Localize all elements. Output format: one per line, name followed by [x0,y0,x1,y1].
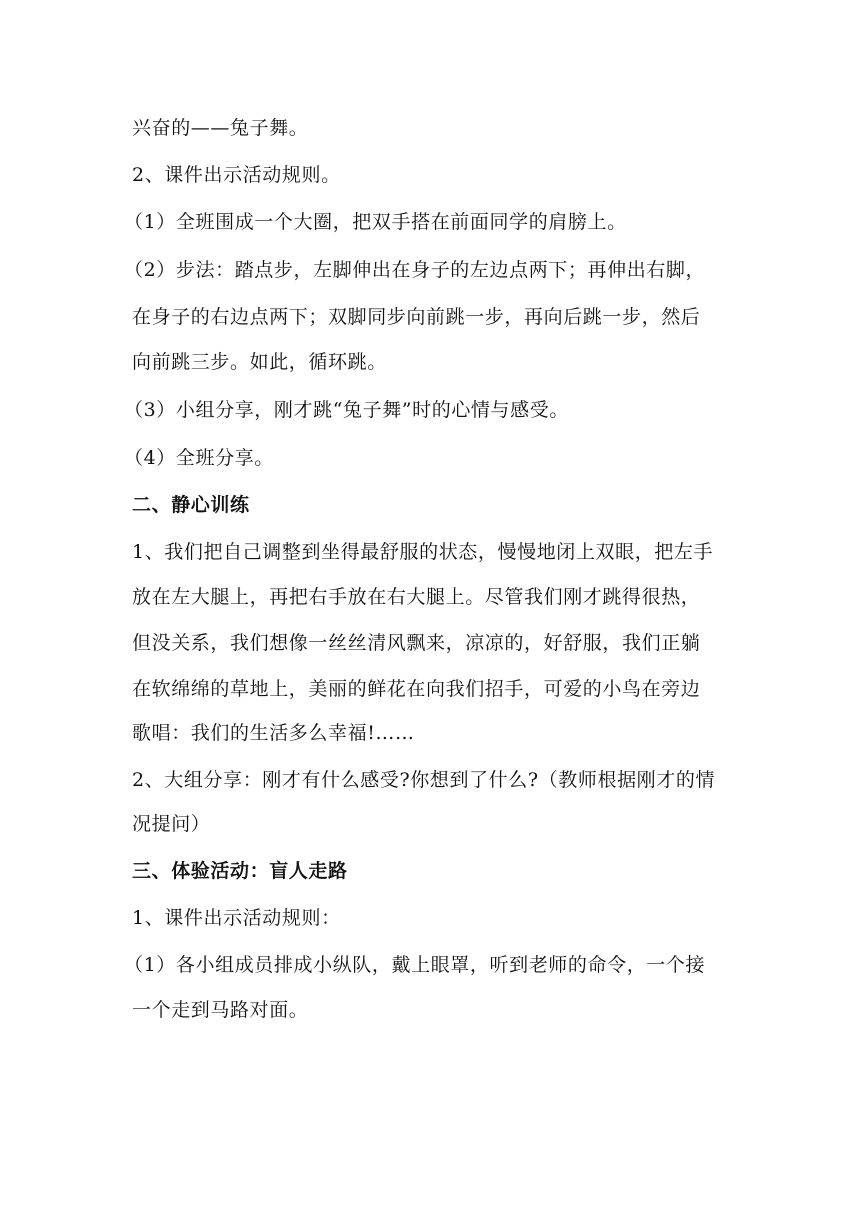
paragraph-line: 况提问） [132,813,211,835]
list-item: （2）步法：踏点步，左脚伸出在身子的左边点两下；再伸出右脚， [124,259,706,281]
paragraph-line: 2、大组分享：刚才有什么感受?你想到了什么?（教师根据刚才的情 [132,769,716,791]
paragraph-line: 但没关系，我们想像一丝丝清风飘来，凉凉的，好舒服，我们正躺 [132,632,701,654]
paragraph-line: 向前跳三步。如此，循环跳。 [132,351,387,373]
section-heading: 二、静心训练 [132,494,250,516]
paragraph-line: 在软绵绵的草地上，美丽的鲜花在向我们招手，可爱的小鸟在旁边 [132,678,701,700]
paragraph-line: 兴奋的——兔子舞。 [132,117,309,139]
list-item: （1）全班围成一个大圈，把双手搭在前面同学的肩膀上。 [124,211,627,233]
list-item: （3）小组分享，刚才跳“兔子舞”时的心情与感受。 [124,399,569,421]
paragraph-line: 1、课件出示活动规则： [132,907,341,929]
paragraph-line: 放在左大腿上，再把右手放在右大腿上。尽管我们刚才跳得很热， [132,586,701,608]
list-item: （1）各小组成员排成小纵队，戴上眼罩，听到老师的命令，一个接 [124,954,706,976]
section-heading: 三、体验活动：盲人走路 [132,860,348,882]
list-item: （4）全班分享。 [124,447,274,469]
paragraph-line: 歌唱：我们的生活多么幸福!…… [132,722,415,744]
paragraph-line: 2、课件出示活动规则。 [132,164,341,186]
paragraph-line: 1、我们把自己调整到坐得最舒服的状态，慢慢地闭上双眼，把左手 [132,541,714,563]
paragraph-line: 一个走到马路对面。 [132,999,309,1021]
paragraph-line: 在身子的右边点两下；双脚同步向前跳一步，再向后跳一步，然后 [132,306,701,328]
